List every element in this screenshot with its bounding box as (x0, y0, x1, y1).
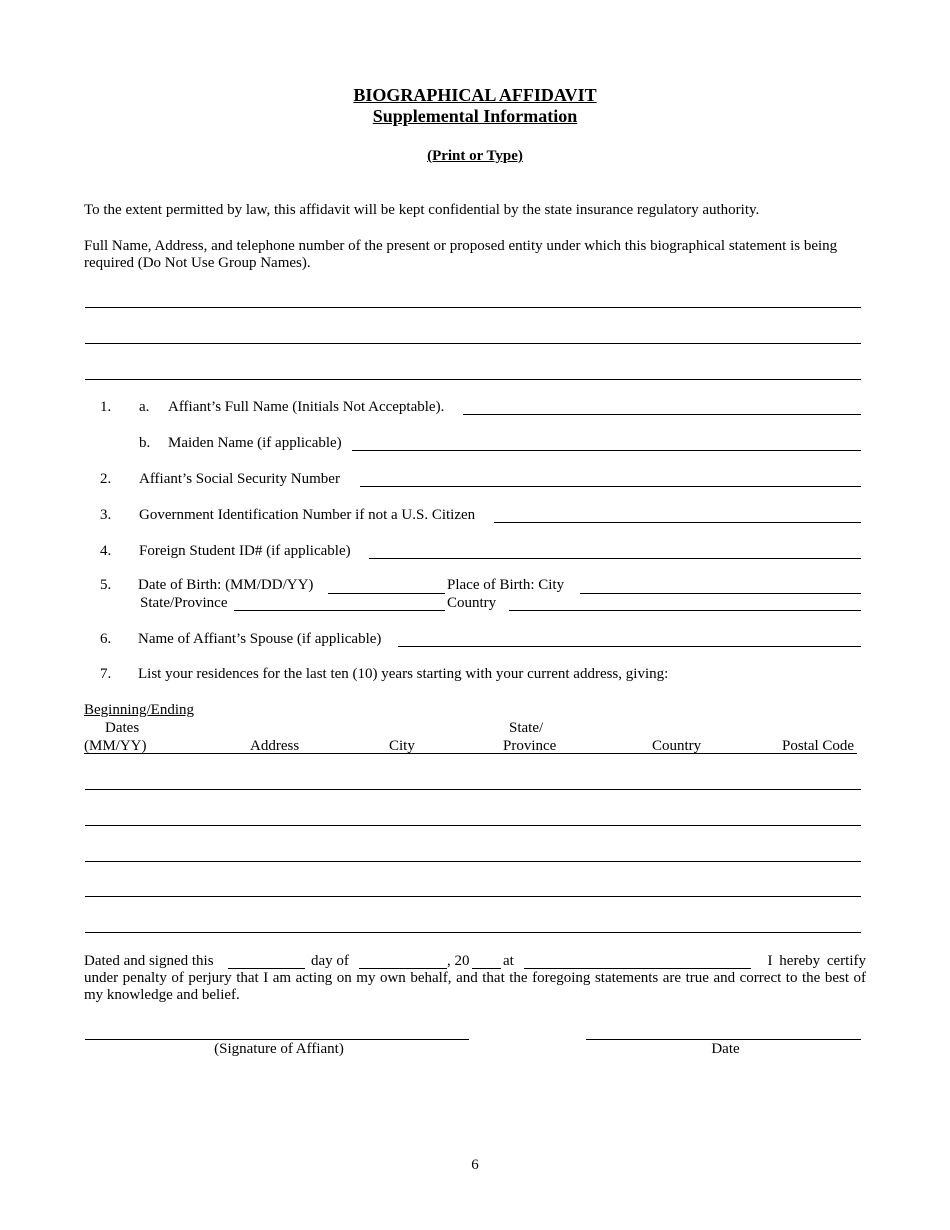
residence-row-2[interactable] (85, 825, 861, 826)
residence-row-1[interactable] (85, 789, 861, 790)
col-state-line2: Province (503, 738, 557, 754)
date-line[interactable] (586, 1039, 861, 1040)
dated-signed-label: Dated and signed this (84, 953, 214, 969)
signed-day-field[interactable] (228, 968, 305, 969)
q1b-label: Maiden Name (if applicable) (168, 435, 342, 451)
date-label: Date (711, 1041, 740, 1057)
year-prefix: , 20 (447, 953, 470, 969)
confidentiality-statement: To the extent permitted by law, this affidavit will be kept confidential by the state insurance regulatory authority. (84, 202, 760, 218)
q2-label: Affiant’s Social Security Number (139, 471, 340, 487)
dob-field[interactable] (328, 593, 445, 594)
birth-state-label: State/Province (140, 595, 228, 611)
birth-country-field[interactable] (509, 610, 861, 611)
dob-label: Date of Birth: (MM/DD/YY) (138, 577, 314, 593)
entity-prompt: Full Name, Address, and telephone number of the present or proposed entity under which this biographical statement is being required (Do Not Use Group Names). (84, 238, 838, 271)
maiden-name-field[interactable] (352, 450, 861, 451)
signature-label: (Signature of Affiant) (214, 1041, 344, 1057)
print-note: (Print or Type) (427, 148, 523, 164)
col-address: Address (250, 738, 300, 754)
residence-header-underline (84, 753, 857, 754)
q1a-letter: a. (139, 399, 150, 415)
col-city: City (389, 738, 415, 754)
signed-year-field[interactable] (472, 968, 501, 969)
entity-line-2[interactable] (85, 343, 861, 344)
q6-label: Name of Affiant’s Spouse (if applicable) (138, 631, 382, 647)
q3-label: Government Identification Number if not a U.S. Citizen (139, 507, 476, 523)
government-id-field[interactable] (494, 522, 861, 523)
residence-row-3[interactable] (85, 861, 861, 862)
q5-number: 5. (100, 577, 112, 593)
q7-number: 7. (100, 666, 112, 682)
page-number: 6 (471, 1157, 479, 1173)
col-dates-line3: (MM/YY) (84, 738, 147, 754)
document-title: BIOGRAPHICAL AFFIDAVIT (353, 85, 597, 105)
q3-number: 3. (100, 507, 112, 523)
col-state-line1: State/ (509, 720, 544, 736)
q6-number: 6. (100, 631, 112, 647)
q1-number: 1. (100, 399, 112, 415)
signature-line[interactable] (85, 1039, 469, 1040)
entity-line-3[interactable] (85, 379, 861, 380)
document-subtitle: Supplemental Information (372, 106, 578, 126)
q2-number: 2. (100, 471, 112, 487)
q1a-label: Affiant’s Full Name (Initials Not Acceptable). (168, 399, 445, 415)
birth-city-label: Place of Birth: City (447, 577, 565, 593)
spouse-name-field[interactable] (398, 646, 861, 647)
entity-line-1[interactable] (85, 307, 861, 308)
birth-city-field[interactable] (580, 593, 861, 594)
ssn-field[interactable] (360, 486, 861, 487)
birth-country-label: Country (447, 595, 497, 611)
q4-label: Foreign Student ID# (if applicable) (139, 543, 351, 559)
day-of-label: day of (311, 953, 349, 969)
col-country: Country (652, 738, 702, 754)
q4-number: 4. (100, 543, 112, 559)
residence-row-5[interactable] (85, 932, 861, 933)
full-name-field[interactable] (463, 414, 861, 415)
q7-label: List your residences for the last ten (10) years starting with your current address, giving: (138, 666, 669, 682)
col-postal-code: Postal Code (782, 738, 855, 754)
signed-month-field[interactable] (359, 968, 447, 969)
birth-state-field[interactable] (234, 610, 445, 611)
certification-text: under penalty of perjury that I am acting on my own behalf, and that the foregoing statements are true and correct to the best of my knowledge and belief. (84, 970, 866, 1003)
q1b-letter: b. (139, 435, 151, 451)
signed-location-field[interactable] (524, 968, 751, 969)
residence-row-4[interactable] (85, 896, 861, 897)
certify-tail: I hereby certify (767, 953, 866, 969)
col-dates-line1: Beginning/Ending (84, 702, 194, 718)
col-dates-line2: Dates (105, 720, 140, 736)
student-id-field[interactable] (369, 558, 861, 559)
at-label: at (503, 953, 514, 969)
